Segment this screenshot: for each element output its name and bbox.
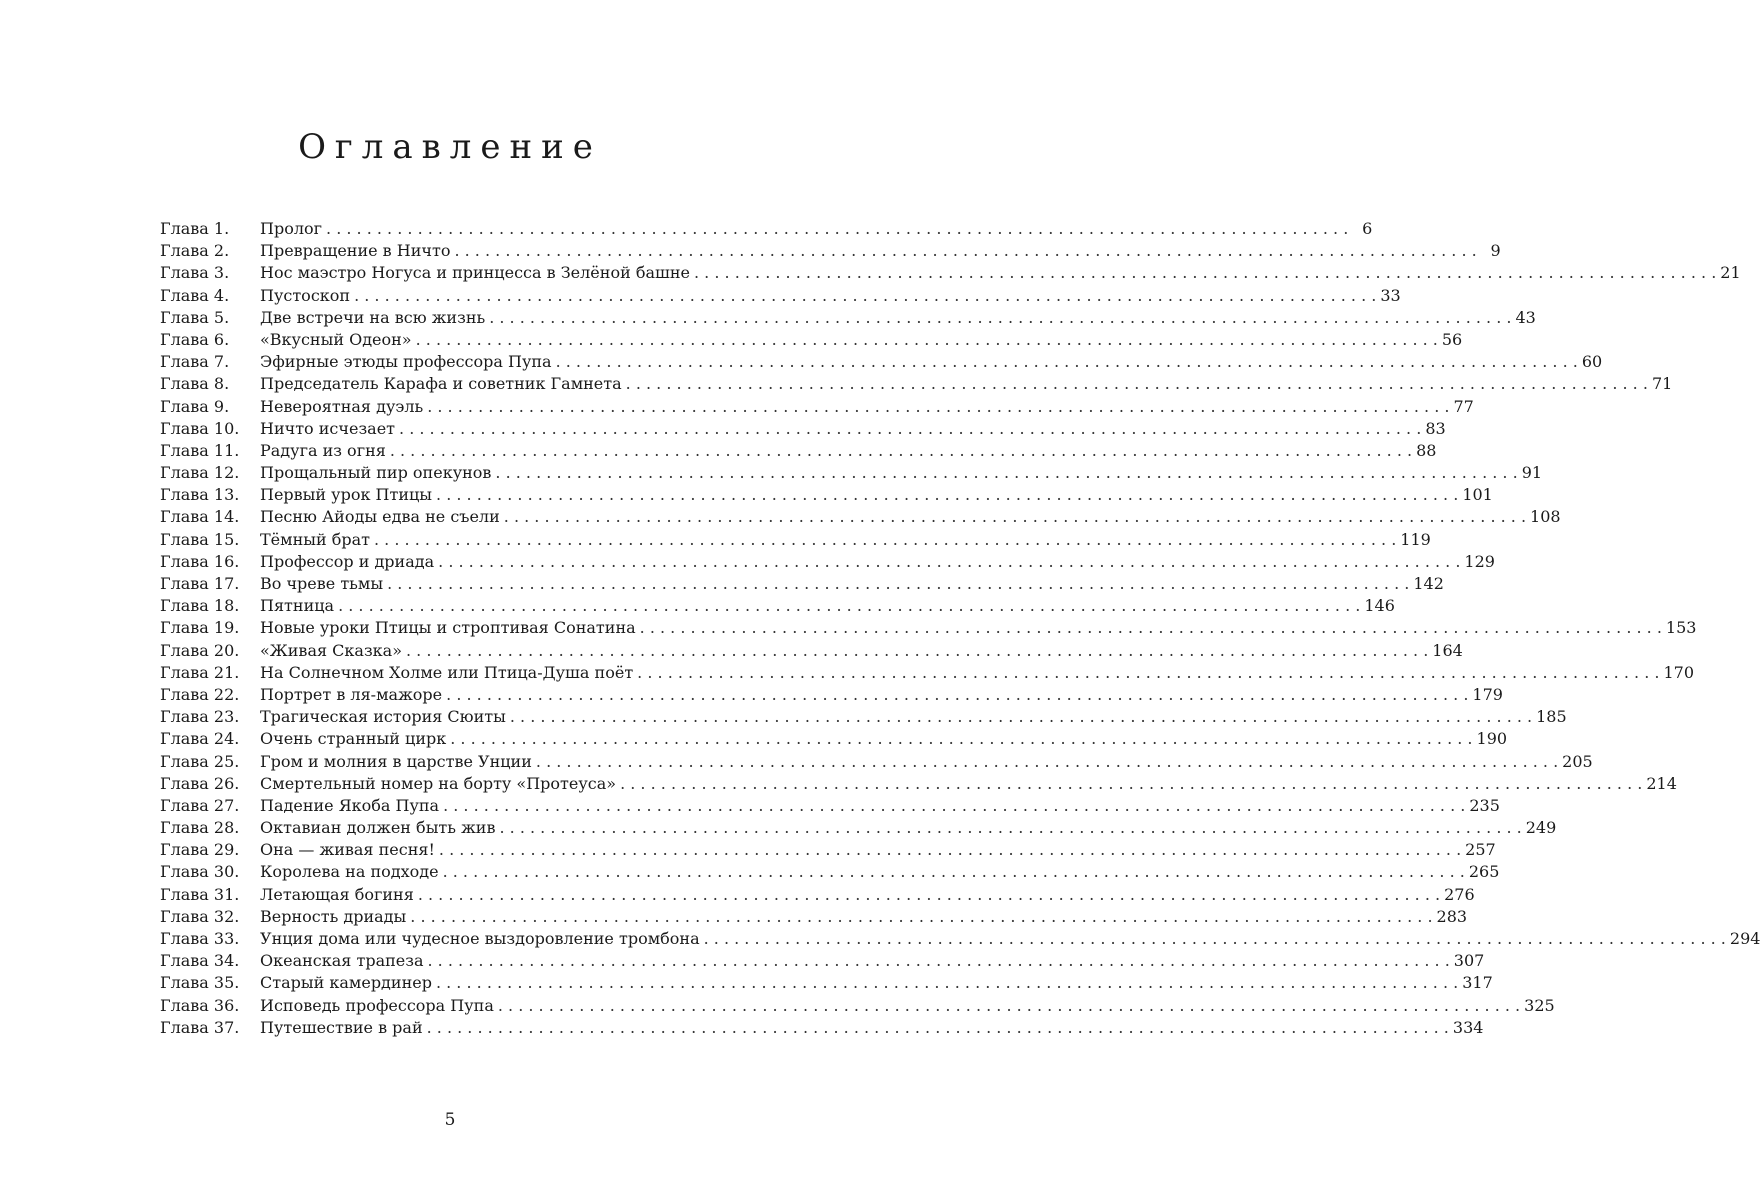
chapter-label: Глава 18. <box>160 596 240 616</box>
chapter-title: Портрет в ля-мажоре <box>260 684 443 704</box>
toc-entry <box>160 795 1500 817</box>
dot-leader <box>439 839 1461 861</box>
chapter-title: Ничто исчезает <box>260 418 396 438</box>
chapter-label: Глава 32. <box>160 906 240 926</box>
toc-entry <box>160 728 1508 750</box>
toc-entry <box>160 285 1401 307</box>
chapter-page-number: 91 <box>1521 463 1543 483</box>
chapter-page-number: 129 <box>1464 551 1495 571</box>
dot-leader <box>510 706 1532 728</box>
dot-leader <box>427 1017 1449 1039</box>
chapter-label: Глава 8. <box>160 374 230 394</box>
dot-leader <box>489 307 1511 329</box>
chapter-page-number: 334 <box>1452 1017 1484 1037</box>
chapter-label: Глава 30. <box>160 862 240 882</box>
chapter-title: Гром и молния в царстве Унции <box>260 751 532 771</box>
dot-leader <box>387 573 1409 595</box>
chapter-page-number: 6 <box>1362 219 1373 238</box>
chapter-page-number: 71 <box>1651 374 1673 394</box>
dot-leader <box>338 595 1360 617</box>
chapter-page-number: 77 <box>1453 396 1474 416</box>
toc-entry <box>160 817 1557 839</box>
toc-entry <box>160 573 1444 595</box>
page-title: Оглавление <box>298 127 602 167</box>
chapter-label: Глава 16. <box>160 551 240 571</box>
chapter-page-number: 60 <box>1581 352 1603 372</box>
chapter-label: Глава 37. <box>160 1017 240 1037</box>
chapter-page-number: 317 <box>1462 973 1493 993</box>
chapter-label: Глава 22. <box>160 684 240 704</box>
toc-entry <box>160 861 1500 883</box>
chapter-label: Глава 34. <box>160 951 240 971</box>
dot-leader <box>626 373 1648 395</box>
chapter-title: Исповедь профессора Пупа <box>260 995 494 1015</box>
chapter-page-number: 179 <box>1472 684 1503 704</box>
dot-leader <box>418 884 1440 906</box>
chapter-title: Унция дома или чудесное выздоровление тромбона <box>260 929 700 948</box>
chapter-page-number: 190 <box>1476 729 1508 749</box>
toc-entry <box>160 773 1677 795</box>
toc-entry <box>160 706 1567 728</box>
chapter-label: Глава 3. <box>160 263 230 283</box>
chapter-title: Тёмный брат <box>260 529 370 549</box>
chapter-label: Глава 19. <box>160 618 240 638</box>
toc-entry <box>160 240 1501 262</box>
chapter-title: Нос маэстро Ногуса и принцесса в Зелёной башне <box>260 263 690 283</box>
dot-leader <box>620 773 1642 795</box>
dot-leader <box>410 906 1432 928</box>
table-of-contents <box>160 218 1760 1039</box>
chapter-page-number: 146 <box>1364 596 1395 616</box>
toc-entry <box>160 595 1395 617</box>
dot-leader <box>443 861 1465 883</box>
chapter-page-number: 21 <box>1720 263 1741 283</box>
chapter-label: Глава 27. <box>160 795 240 815</box>
chapter-label: Глава 12. <box>160 463 240 483</box>
chapter-title: Превращение в Ничто <box>260 241 451 261</box>
dot-leader <box>428 950 1450 972</box>
toc-entry <box>160 662 1694 684</box>
chapter-title: Эфирные этюды профессора Пупа <box>260 352 552 372</box>
dot-leader <box>536 751 1558 773</box>
dot-leader <box>390 440 1412 462</box>
toc-entry <box>160 307 1536 329</box>
chapter-label: Глава 2. <box>160 241 230 261</box>
chapter-page-number: 307 <box>1453 951 1485 971</box>
chapter-title: Председатель Карафа и советник Гамнета <box>260 374 622 394</box>
toc-entry <box>160 529 1431 551</box>
chapter-title: Пролог <box>260 219 323 238</box>
toc-entry <box>160 440 1437 462</box>
toc-entry <box>160 640 1463 662</box>
dot-leader <box>374 529 1396 551</box>
chapter-page-number: 294 <box>1729 929 1760 948</box>
chapter-label: Глава 28. <box>160 818 240 838</box>
dot-leader <box>450 728 1472 750</box>
chapter-label: Глава 29. <box>160 840 240 860</box>
chapter-label: Глава 10. <box>160 418 240 438</box>
chapter-label: Глава 14. <box>160 507 240 527</box>
dot-leader <box>443 795 1465 817</box>
chapter-title: Океанская трапеза <box>260 951 424 971</box>
chapter-label: Глава 6. <box>160 329 230 349</box>
chapter-label: Глава 13. <box>160 485 240 505</box>
toc-entry <box>160 972 1493 994</box>
chapter-label: Глава 7. <box>160 352 230 372</box>
chapter-page-number: 56 <box>1441 329 1463 349</box>
chapter-page-number: 119 <box>1400 529 1431 549</box>
toc-entry <box>160 396 1474 418</box>
toc-entry <box>160 950 1485 972</box>
chapter-page-number: 265 <box>1468 862 1500 882</box>
chapter-title: Первый урок Птицы <box>260 485 433 505</box>
chapter-label: Глава 21. <box>160 662 240 682</box>
chapter-page-number: 153 <box>1665 618 1697 638</box>
chapter-title: Летающая богиня <box>260 884 414 904</box>
toc-entry <box>160 418 1446 440</box>
chapter-label: Глава 20. <box>160 640 240 660</box>
dot-leader <box>640 617 1662 639</box>
chapter-title: Она — живая песня! <box>260 840 435 860</box>
chapter-page-number: 257 <box>1465 840 1496 860</box>
chapter-page-number: 101 <box>1462 485 1493 505</box>
chapter-title: Пятница <box>260 596 335 616</box>
toc-entry <box>160 506 1561 528</box>
chapter-title: Трагическая история Сюиты <box>260 707 506 727</box>
chapter-title: Пустоскоп <box>260 285 351 305</box>
chapter-page-number: 43 <box>1515 307 1536 327</box>
toc-entry <box>160 617 1697 639</box>
toc-entry <box>160 995 1555 1017</box>
toc-entry <box>160 684 1503 706</box>
chapter-label: Глава 36. <box>160 995 240 1015</box>
chapter-label: Глава 11. <box>160 440 240 460</box>
chapter-page-number: 235 <box>1469 795 1500 815</box>
chapter-page-number: 283 <box>1436 906 1468 926</box>
chapter-page-number: 108 <box>1530 507 1561 527</box>
toc-entry <box>160 906 1468 928</box>
chapter-label: Глава 1. <box>160 219 230 238</box>
dot-leader <box>446 684 1468 706</box>
chapter-title: Радуга из огня <box>260 440 386 460</box>
chapter-label: Глава 26. <box>160 773 240 793</box>
chapter-page-number: 249 <box>1525 818 1557 838</box>
chapter-page-number: 142 <box>1413 574 1444 593</box>
chapter-label: Глава 23. <box>160 707 240 727</box>
dot-leader <box>416 329 1438 351</box>
chapter-page-number: 170 <box>1663 662 1694 682</box>
toc-entry <box>160 884 1475 906</box>
chapter-title: «Живая Сказка» <box>260 640 402 660</box>
dot-leader <box>406 640 1428 662</box>
dot-leader <box>499 817 1521 839</box>
chapter-title: «Вкусный Одеон» <box>260 329 412 349</box>
toc-entry <box>160 751 1593 773</box>
chapter-title: Верность дриады <box>260 906 407 926</box>
dot-leader <box>704 928 1726 950</box>
dot-leader <box>438 551 1460 573</box>
toc-entry <box>160 329 1463 351</box>
chapter-title: Падение Якоба Пупа <box>260 795 440 815</box>
toc-entry <box>160 839 1496 861</box>
chapter-page-number: 325 <box>1524 995 1555 1015</box>
toc-entry <box>160 218 1373 240</box>
chapter-label: Глава 4. <box>160 285 230 305</box>
toc-entry <box>160 551 1495 573</box>
chapter-label: Глава 31. <box>160 884 240 904</box>
toc-entry <box>160 1017 1484 1039</box>
chapter-title: Очень странный цирк <box>260 729 447 749</box>
toc-entry <box>160 928 1760 950</box>
chapter-page-number: 214 <box>1646 773 1677 793</box>
page-number: 5 <box>444 1110 456 1130</box>
chapter-label: Глава 17. <box>160 574 240 593</box>
chapter-title: Профессор и дриада <box>260 551 435 571</box>
chapter-title: Королева на подходе <box>260 862 439 882</box>
chapter-page-number: 33 <box>1380 285 1401 305</box>
chapter-title: Две встречи на всю жизнь <box>260 307 486 327</box>
toc-entry <box>160 484 1493 506</box>
dot-leader <box>694 262 1716 284</box>
dot-leader <box>637 662 1659 684</box>
chapter-label: Глава 15. <box>160 529 240 549</box>
chapter-title: На Солнечном Холме или Птица-Душа поёт <box>260 662 634 682</box>
chapter-page-number: 164 <box>1432 640 1463 660</box>
chapter-page-number: 83 <box>1425 418 1446 438</box>
chapter-label: Глава 9. <box>160 396 230 416</box>
dot-leader <box>436 484 1458 506</box>
toc-entry <box>160 462 1543 484</box>
chapter-title: Прощальный пир опекунов <box>260 463 492 483</box>
dot-leader <box>504 506 1526 528</box>
chapter-page-number: 205 <box>1562 751 1593 771</box>
chapter-label: Глава 25. <box>160 751 240 771</box>
chapter-label: Глава 33. <box>160 929 240 948</box>
chapter-label: Глава 24. <box>160 729 240 749</box>
chapter-page-number: 276 <box>1444 884 1475 904</box>
dot-leader <box>326 218 1348 240</box>
chapter-title: Во чреве тьмы <box>260 574 384 593</box>
dot-leader <box>495 462 1517 484</box>
toc-entry <box>160 351 1603 373</box>
dot-leader <box>354 285 1376 307</box>
chapter-title: Смертельный номер на борту «Протеуса» <box>260 773 617 793</box>
chapter-label: Глава 35. <box>160 973 240 993</box>
dot-leader <box>498 995 1520 1017</box>
chapter-title: Невероятная дуэль <box>260 396 424 416</box>
dot-leader <box>454 240 1476 262</box>
dot-leader <box>427 396 1449 418</box>
chapter-title: Песню Айоды едва не съели <box>260 507 500 527</box>
toc-entry <box>160 373 1673 395</box>
dot-leader <box>556 351 1578 373</box>
dot-leader <box>436 972 1458 994</box>
chapter-page-number: 88 <box>1416 440 1437 460</box>
chapter-title: Новые уроки Птицы и строптивая Сонатина <box>260 618 636 638</box>
toc-entry <box>160 262 1741 284</box>
chapter-title: Старый камердинер <box>260 973 432 993</box>
chapter-page-number: 185 <box>1536 707 1567 727</box>
dot-leader <box>399 418 1421 440</box>
chapter-title: Октавиан должен быть жив <box>260 818 496 838</box>
chapter-page-number: 9 <box>1490 241 1501 261</box>
chapter-title: Путешествие в рай <box>260 1017 423 1037</box>
chapter-label: Глава 5. <box>160 307 230 327</box>
